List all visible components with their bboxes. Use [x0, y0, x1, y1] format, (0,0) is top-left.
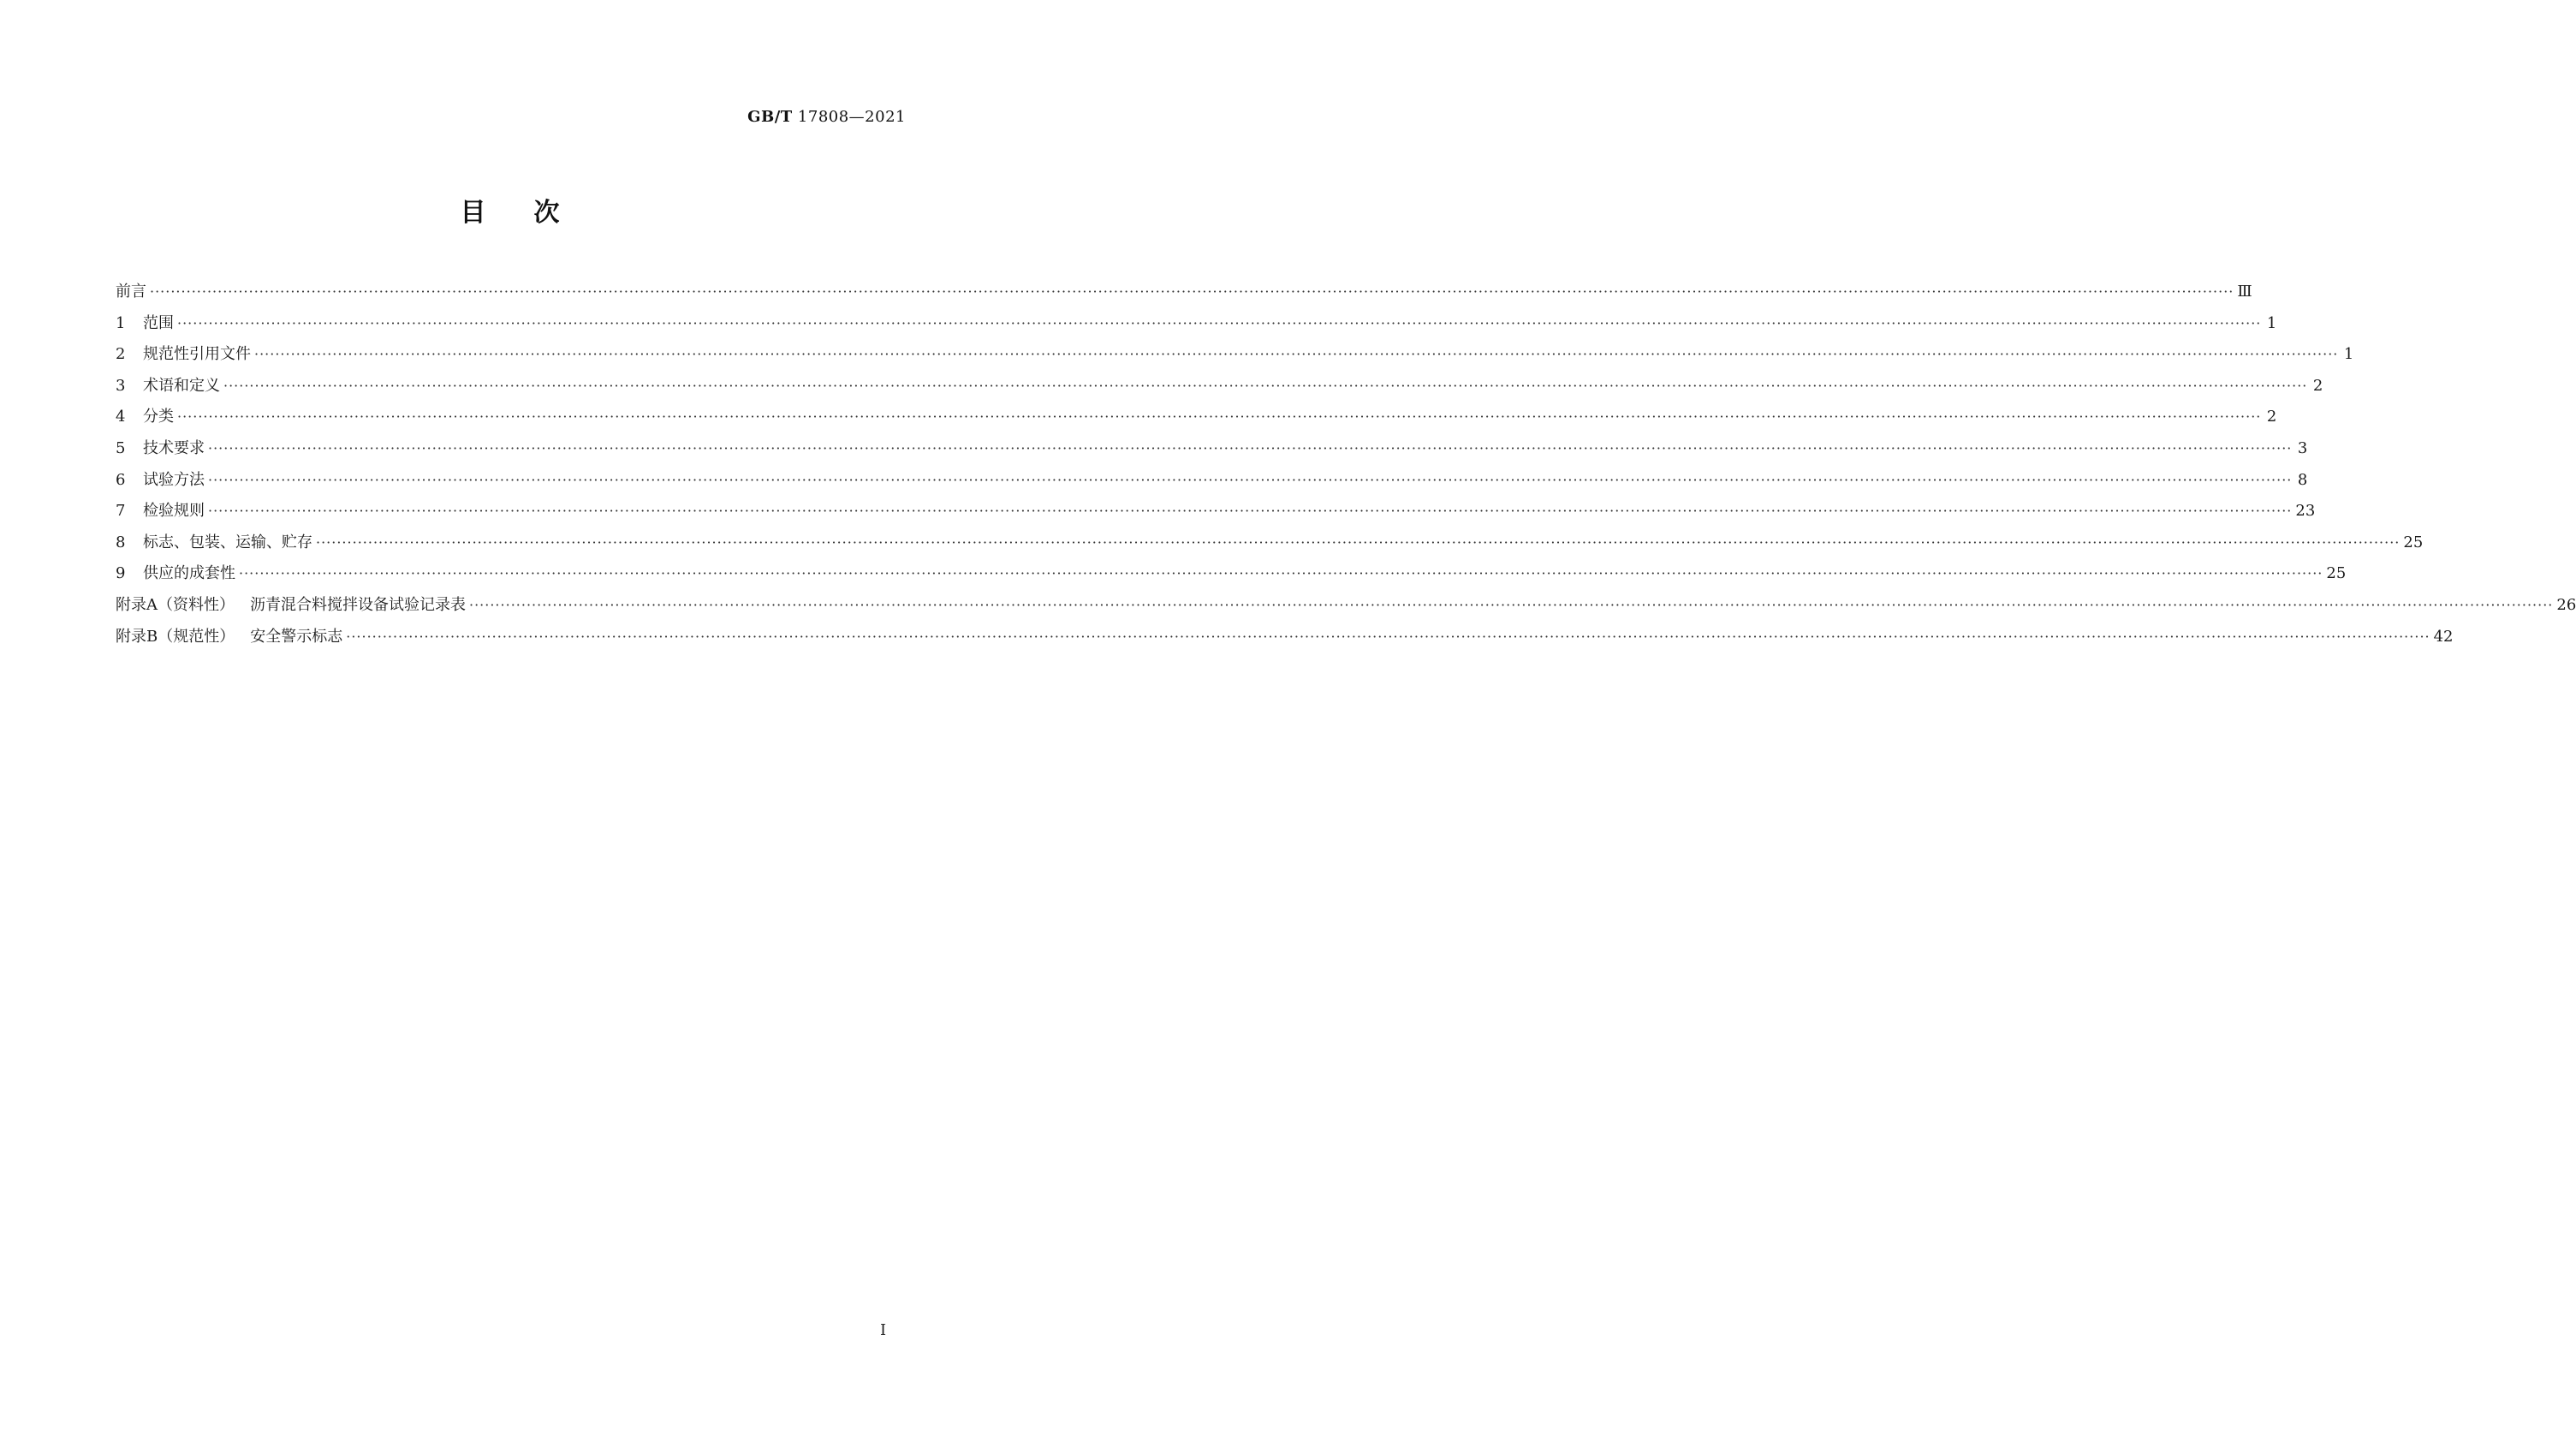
toc-entry-title: 试验方法 [143, 470, 205, 489]
toc-entry-page: 26 [2556, 595, 2576, 614]
toc-entry[interactable] [116, 624, 2454, 656]
toc-entry-title: 附录A（资料性） [116, 595, 235, 614]
toc-dot-leader: ················································································································································································································································································································································································································ [208, 503, 2293, 520]
toc-entry-label [116, 311, 174, 333]
toc-entry-label [116, 404, 174, 426]
toc-entry-page: Ⅲ [2237, 283, 2252, 301]
toc-entry-title: 术语和定义 [143, 376, 220, 395]
toc-dot-leader: ················································································································································································································································································································································································································ [239, 565, 2323, 582]
toc-entry-number: 9 [116, 564, 126, 583]
toc-entry-label [116, 342, 251, 364]
toc-entry-page: 25 [2326, 564, 2347, 583]
toc-entry-title: 规范性引用文件 [143, 345, 251, 364]
page-number: I [880, 1321, 887, 1339]
toc-entry-page: 42 [2433, 627, 2454, 646]
toc-entry-title: 供应的成套性 [143, 564, 235, 583]
toc-dot-leader: ················································································································································································································································································································································································································ [208, 439, 2293, 456]
toc-dot-leader: ················································································································································································································································································································································································································ [254, 346, 2339, 363]
toc-entry-title: 分类 [143, 408, 174, 426]
toc-entry-number: 8 [116, 533, 126, 551]
toc-entry-number: 6 [116, 470, 126, 489]
standard-code: GB/T [747, 108, 793, 126]
toc-entry[interactable] [116, 279, 2252, 311]
toc-entry[interactable] [116, 593, 2576, 624]
toc-entry-number: 4 [116, 408, 126, 426]
toc-entry-number: 2 [116, 345, 126, 364]
toc-entry[interactable] [116, 530, 2424, 562]
toc-dot-leader: ················································································································································································································································································································································································································ [469, 596, 2554, 613]
toc-dot-leader: ················································································································································································································································································································································································································ [177, 408, 2262, 426]
toc-entry-title: 范围 [143, 313, 174, 332]
toc-entry[interactable] [116, 342, 2354, 373]
toc-entry[interactable] [116, 311, 2277, 343]
toc-entry-page: 2 [2266, 408, 2277, 426]
toc-entry-number: 3 [116, 376, 126, 395]
toc-entry-page: 25 [2403, 533, 2424, 551]
toc-entry-number: 1 [116, 313, 126, 332]
toc-entry-label [116, 593, 466, 615]
toc-entry[interactable] [116, 468, 2308, 499]
toc-entry-label [116, 279, 146, 301]
standard-number [747, 108, 906, 126]
toc-entry-page: 1 [2343, 345, 2354, 364]
toc-entry-page: 23 [2295, 502, 2316, 521]
toc-entry-label [116, 498, 205, 521]
toc-entry-page: 1 [2266, 313, 2277, 332]
toc-entry-title: 技术要求 [143, 438, 205, 457]
toc-entry-page: 8 [2297, 470, 2308, 489]
toc-entry-label [116, 561, 235, 583]
toc-entry-label [116, 436, 205, 458]
standard-year: 17808—2021 [797, 108, 906, 126]
toc-entry-page: 2 [2312, 376, 2323, 395]
toc-entry-subtitle: 沥青混合料搅拌设备试验记录表 [250, 595, 466, 614]
toc-entry-label [116, 530, 312, 552]
toc-dot-leader: ················································································································································································································································································································································································································ [346, 628, 2430, 645]
toc-entry[interactable] [116, 404, 2277, 436]
toc-entry-title: 前言 [116, 283, 146, 301]
toc-entry-title: 标志、包装、运输、贮存 [143, 533, 312, 551]
toc-entry-title: 附录B（规范性） [116, 627, 235, 646]
toc-entry[interactable] [116, 373, 2323, 405]
toc-entry-label [116, 373, 220, 396]
toc-entry-subtitle: 安全警示标志 [250, 627, 343, 646]
toc-entry-number: 5 [116, 438, 126, 457]
toc-entry-label [116, 468, 205, 490]
toc-entry-label [116, 624, 342, 647]
toc-dot-leader: ················································································································································································································································································································································································································ [208, 471, 2293, 488]
toc-dot-leader: ················································································································································································································································································································································································································ [223, 377, 2308, 394]
toc-entry-title: 检验规则 [143, 502, 205, 521]
toc-entry-page: 3 [2297, 438, 2308, 457]
toc-entry-number: 7 [116, 502, 126, 521]
toc-dot-leader: ················································································································································································································································································································································································································ [177, 314, 2262, 331]
toc-entry[interactable] [116, 498, 2316, 530]
table-of-contents [116, 279, 2576, 655]
toc-entry[interactable] [116, 436, 2308, 468]
toc-dot-leader: ················································································································································································································································································································································································································ [150, 283, 2234, 300]
page-title: 目次 [460, 198, 608, 228]
toc-dot-leader: ················································································································································································································································································································································································································ [316, 533, 2400, 551]
toc-entry[interactable] [116, 561, 2347, 593]
